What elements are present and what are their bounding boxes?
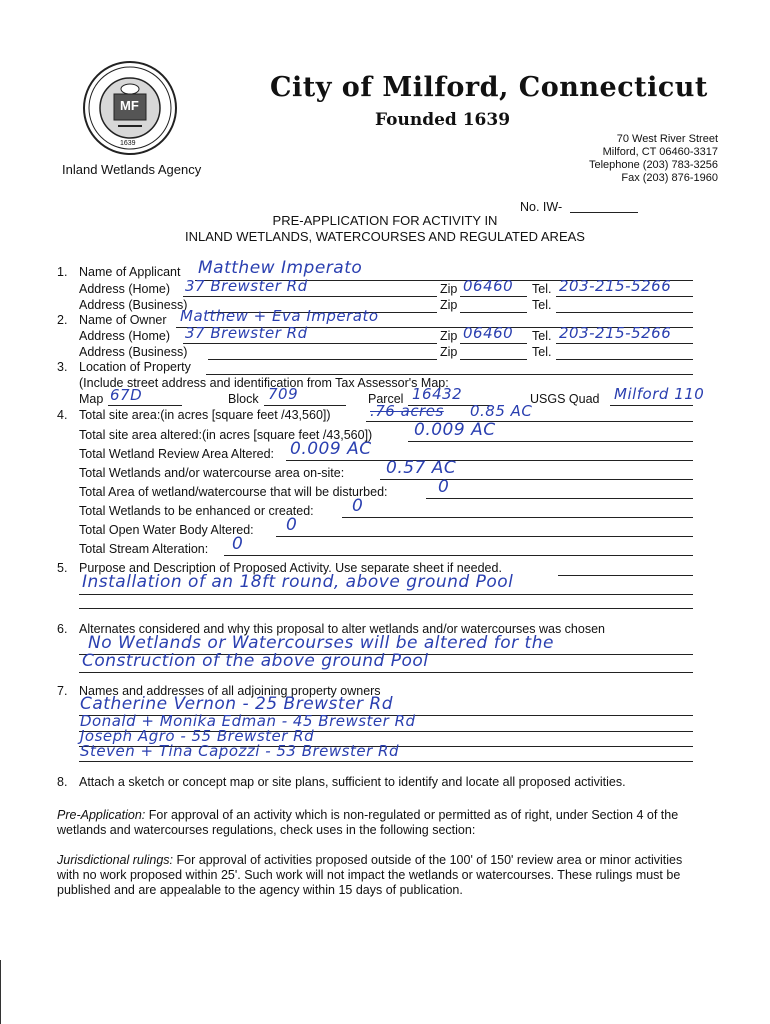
business-address-label: Address (Business) bbox=[79, 298, 188, 312]
page-title: City of Milford, Connecticut bbox=[270, 72, 708, 103]
usgs-label: USGS Quad bbox=[530, 392, 600, 406]
tel-label: Tel. bbox=[532, 329, 552, 343]
item-number: 7. bbox=[57, 684, 68, 698]
openwater-value[interactable]: 0 bbox=[286, 515, 298, 535]
zip-label: Zip bbox=[440, 345, 458, 359]
onsite-area-label: Total Wetlands and/or watercourse area on-site: bbox=[79, 466, 345, 480]
home-address-value[interactable]: 37 Brewster Rd bbox=[185, 277, 308, 295]
owner-home-line bbox=[183, 343, 437, 344]
preapp-paragraph bbox=[57, 808, 707, 838]
site-altered-line bbox=[408, 441, 693, 442]
owner-business-tel-line[interactable] bbox=[556, 359, 693, 360]
applicant-label: Name of Applicant bbox=[79, 265, 181, 279]
owner-tel-value[interactable]: 203-215-5266 bbox=[559, 324, 672, 342]
item-number: 4. bbox=[57, 408, 68, 422]
location-label: Location of Property bbox=[79, 360, 191, 374]
site-altered-value[interactable]: 0.009 AC bbox=[414, 420, 496, 440]
home-address-line bbox=[183, 296, 437, 297]
agency-name: Inland Wetlands Agency bbox=[62, 162, 202, 177]
usgs-line bbox=[610, 405, 693, 406]
owner-value[interactable]: Matthew + Eva Imperato bbox=[180, 307, 379, 325]
number-label: No. IW- bbox=[520, 200, 563, 214]
parcel-value[interactable]: 16432 bbox=[412, 385, 463, 403]
item-number: 3. bbox=[57, 360, 68, 374]
onsite-area-line bbox=[380, 479, 693, 480]
site-area-label: Total site area:(in acres [square feet /43,560]) bbox=[79, 408, 331, 422]
home-address-label: Address (Home) bbox=[79, 282, 170, 296]
city-seal bbox=[80, 58, 180, 158]
address-phone: Telephone (203) 783-3256 bbox=[588, 159, 718, 171]
tel-value[interactable]: 203-215-5266 bbox=[559, 277, 672, 295]
owner-tel-line bbox=[556, 343, 693, 344]
owner-business-label: Address (Business) bbox=[79, 345, 188, 359]
review-area-label: Total Wetland Review Area Altered: bbox=[79, 447, 275, 461]
disturbed-area-value[interactable]: 0 bbox=[438, 477, 450, 497]
form-heading-2: INLAND WETLANDS, WATERCOURSES AND REGULATED AREAS bbox=[185, 229, 585, 244]
purpose-line-0 bbox=[558, 575, 693, 576]
attach-label: Attach a sketch or concept map or site plans, sufficient to identify and locate all proposed activities. bbox=[79, 775, 626, 789]
tel-label: Tel. bbox=[532, 345, 552, 359]
applicant-value[interactable]: Matthew Imperato bbox=[198, 258, 363, 278]
form-heading-1: PRE-APPLICATION FOR ACTIVITY IN bbox=[272, 213, 498, 228]
parcel-label: Parcel bbox=[368, 392, 404, 406]
preapp-text: For approval of an activity which is non-regulated or permitted as of right, under Section 4 of the wetlands and watercourses regulations, check uses in the following section: bbox=[57, 808, 679, 837]
block-label: Block bbox=[228, 392, 259, 406]
purpose-line-2[interactable] bbox=[79, 608, 693, 609]
usgs-value[interactable]: Milford 110 bbox=[614, 385, 705, 403]
item-number: 5. bbox=[57, 561, 68, 575]
site-area-value[interactable]: 0.85 AC bbox=[470, 402, 533, 420]
adjoining-owner-3[interactable]: Joseph Agro - 55 Brewster Rd bbox=[80, 727, 315, 745]
map-line bbox=[108, 405, 182, 406]
owner-home-label: Address (Home) bbox=[79, 329, 170, 343]
jurisdictional-paragraph bbox=[57, 853, 707, 898]
item-number: 1. bbox=[57, 265, 68, 279]
zip-label: Zip bbox=[440, 282, 458, 296]
openwater-line bbox=[276, 536, 693, 537]
enhanced-area-label: Total Wetlands to be enhanced or created: bbox=[79, 504, 314, 518]
alternates-label: Alternates considered and why this proposal to alter wetlands and/or watercourses was chosen bbox=[79, 622, 605, 636]
stream-label: Total Stream Alteration: bbox=[79, 542, 209, 556]
purpose-label: Purpose and Description of Proposed Activity. Use separate sheet if needed. bbox=[79, 561, 502, 575]
owner-zip-line bbox=[460, 343, 527, 344]
adjoining-owner-1[interactable]: Catherine Vernon - 25 Brewster Rd bbox=[80, 694, 394, 714]
item-number: 8. bbox=[57, 775, 68, 789]
owner-home-value[interactable]: 37 Brewster Rd bbox=[185, 324, 308, 342]
owner-zip-value[interactable]: 06460 bbox=[463, 324, 514, 342]
site-area-struck: .76 acres bbox=[370, 402, 444, 420]
adjoining-label: Names and addresses of all adjoining property owners bbox=[79, 684, 381, 698]
jurisdictional-title: Jurisdictional rulings: bbox=[57, 853, 174, 867]
openwater-label: Total Open Water Body Altered: bbox=[79, 523, 254, 537]
zip-line bbox=[460, 296, 527, 297]
owner-label: Name of Owner bbox=[79, 313, 167, 327]
item-number: 6. bbox=[57, 622, 68, 636]
block-line bbox=[264, 405, 346, 406]
site-altered-label: Total site area altered:(in acres [square feet /43,560]) bbox=[79, 428, 373, 442]
alternates-value-2[interactable]: Construction of the above ground Pool bbox=[82, 651, 429, 671]
map-label: Map bbox=[79, 392, 104, 406]
business-zip-line[interactable] bbox=[460, 312, 527, 313]
block-value[interactable]: 709 bbox=[268, 385, 299, 403]
agency-address bbox=[589, 133, 718, 185]
alternates-line-2 bbox=[79, 672, 693, 673]
address-fax: Fax (203) 876-1960 bbox=[621, 172, 718, 184]
item-number: 2. bbox=[57, 313, 68, 327]
seal-monogram: MF bbox=[120, 98, 139, 113]
seal-year: 1639 bbox=[120, 140, 136, 147]
adjoining-owner-2[interactable]: Donald + Monika Edman - 45 Brewster Rd bbox=[80, 712, 416, 730]
tel-label: Tel. bbox=[532, 282, 552, 296]
adjoining-line-4 bbox=[79, 761, 693, 762]
jurisdictional-text: For approval of activities proposed outside of the 100' of 150' review area or minor activities with no work proposed within 25'. Such work will not impact the wetlands or watercourses. These rulings must be published and are appealable to the agency within 15 days of publication. bbox=[57, 853, 683, 897]
preapp-title: Pre-Application: bbox=[57, 808, 146, 822]
location-note: (Include street address and identification from Tax Assessor's Map: bbox=[79, 376, 449, 390]
enhanced-area-value[interactable]: 0 bbox=[352, 496, 364, 516]
disturbed-area-label: Total Area of wetland/watercourse that will be disturbed: bbox=[79, 485, 388, 499]
tel-label: Tel. bbox=[532, 298, 552, 312]
stream-value[interactable]: 0 bbox=[232, 534, 244, 554]
map-value[interactable]: 67D bbox=[110, 386, 143, 404]
purpose-line-1 bbox=[79, 594, 693, 595]
zip-label: Zip bbox=[440, 298, 458, 312]
location-line[interactable] bbox=[206, 374, 693, 375]
scan-edge-mark bbox=[0, 960, 1, 1024]
enhanced-area-line bbox=[342, 517, 693, 518]
founded-subtitle: Founded 1639 bbox=[375, 110, 511, 130]
business-tel-line[interactable] bbox=[556, 312, 693, 313]
alternates-value-1[interactable]: No Wetlands or Watercourses will be altered for the bbox=[88, 633, 554, 653]
onsite-area-value[interactable]: 0.57 AC bbox=[386, 458, 457, 478]
zip-value[interactable]: 06460 bbox=[463, 277, 514, 295]
adjoining-owner-4[interactable]: Steven + Tina Capozzi - 53 Brewster Rd bbox=[80, 742, 399, 760]
disturbed-area-line bbox=[426, 498, 693, 499]
tel-line bbox=[556, 296, 693, 297]
zip-label: Zip bbox=[440, 329, 458, 343]
address-street: 70 West River Street bbox=[616, 133, 718, 145]
stream-line bbox=[224, 555, 693, 556]
review-area-line bbox=[286, 460, 693, 461]
owner-business-zip-line[interactable] bbox=[460, 359, 527, 360]
address-city: Milford, CT 06460-3317 bbox=[602, 146, 718, 158]
owner-business-line[interactable] bbox=[208, 359, 437, 360]
review-area-value[interactable]: 0.009 AC bbox=[290, 439, 372, 459]
purpose-value[interactable]: Installation of an 18ft round, above ground Pool bbox=[82, 572, 514, 592]
